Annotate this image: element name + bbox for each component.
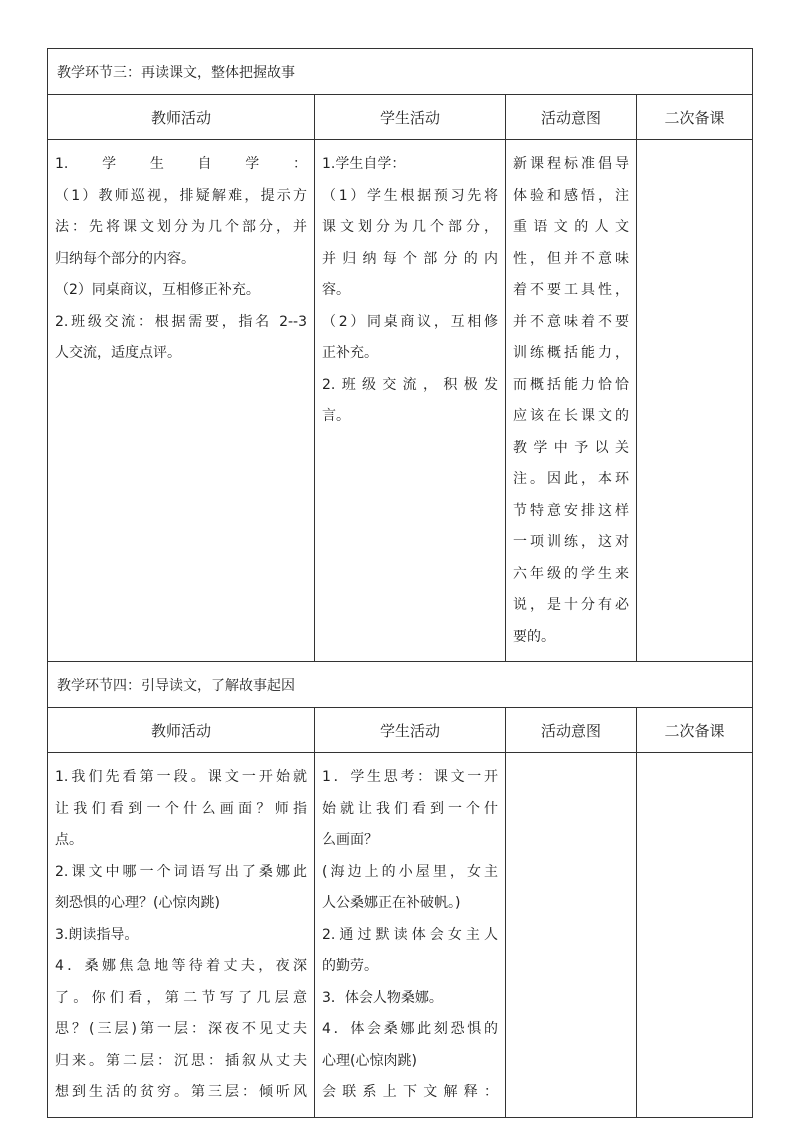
text-line: 思？(三层)第一层：深夜不见丈夫 [55, 1021, 307, 1037]
text-line: 点。 [55, 832, 83, 848]
text-line: 言。 [322, 408, 350, 424]
text-line: 并归纳每个部分的内 [322, 250, 498, 267]
text-line: 2.班级交流，积极发 [322, 376, 498, 393]
text-line: 正补充。 [322, 345, 378, 361]
text-line: 刻恐惧的心理？(心惊肉跳) [55, 895, 220, 911]
header-teacher-activity: 教师活动 [48, 708, 315, 753]
text-line: 归纳每个部分的内容。 [55, 250, 195, 267]
text-line: 1.学生自学： [55, 156, 307, 172]
text-line: 而概括能力恰恰 [513, 376, 629, 393]
text-line: 并不意味着不要 [513, 313, 629, 330]
text-line: 的勤劳。 [322, 958, 378, 974]
section-3-student-cell [315, 140, 506, 662]
text-line: 么画面？ [322, 832, 378, 848]
header-activity-intent: 活动意图 [506, 95, 637, 140]
text-line: 六年级的学生来 [513, 565, 629, 582]
text-line: 2.通过默读体会女主人 [322, 926, 498, 943]
text-line: 2.课文中哪一个词语写出了桑娜此 [55, 863, 307, 880]
header-student-activity: 学生活动 [315, 708, 506, 753]
text-line: 着不要工具性， [513, 282, 629, 298]
section-3-second-prep-cell [637, 140, 753, 662]
text-line: 体验和感悟，注 [513, 187, 629, 204]
text-line: 会联系上下文解释： [322, 1084, 498, 1100]
text-line: 1.学生自学： [322, 156, 406, 172]
text-line: 应该在长课文的 [513, 408, 629, 424]
section-4-intent-cell [506, 753, 637, 1118]
text-line: 4．体会桑娜此刻恐惧的 [322, 1021, 498, 1037]
header-activity-intent: 活动意图 [506, 708, 637, 753]
lesson-plan-table [47, 48, 753, 1118]
header-second-prep: 二次备课 [637, 708, 753, 753]
text-line: （2）同桌商议，互相修正补充。 [55, 282, 260, 298]
section-3-teacher-cell [48, 140, 315, 662]
text-line: 让我们看到一个什么画面？师指 [55, 800, 307, 817]
section-4-title-row [48, 662, 753, 708]
text-line: 始就让我们看到一个什 [322, 800, 498, 817]
section-4-student-cell [315, 753, 506, 1118]
section-4-second-prep-cell [637, 753, 753, 1118]
section-4-header-row [48, 708, 753, 753]
text-line: 训练概括能力， [513, 345, 629, 361]
text-line: 4．桑娜焦急地等待着丈夫，夜深 [55, 958, 307, 974]
text-line: 3.朗读指导。 [55, 926, 139, 943]
text-line: 想到生活的贫穷。第三层：倾听风 [55, 1084, 307, 1100]
text-line: 归来。第二层：沉思：插叙从丈夫 [55, 1052, 307, 1069]
section-4-title: 教学环节四：引导读文，了解故事起因 [48, 662, 753, 708]
text-line: 说，是十分有必 [513, 597, 629, 613]
section-3-title: 教学环节三：再读课文，整体把握故事 [48, 49, 753, 95]
text-line: 了。你们看，第二节写了几层意 [55, 989, 307, 1006]
text-line: 课文划分为几个部分， [322, 219, 498, 235]
text-line: 2.班级交流：根据需要，指名 2--3 [55, 313, 307, 330]
section-4-teacher-cell [48, 753, 315, 1118]
text-line: 节特意安排这样 [513, 502, 629, 519]
text-line: （2）同桌商议，互相修 [322, 313, 498, 330]
text-line: （1）教师巡视，排疑解难，提示方 [55, 187, 307, 204]
section-4-body-row [48, 753, 753, 1118]
header-second-prep: 二次备课 [637, 95, 753, 140]
text-line: 新课程标准倡导 [513, 156, 629, 172]
header-teacher-activity: 教师活动 [48, 95, 315, 140]
section-3-header-row [48, 95, 753, 140]
text-line: 心理(心惊肉跳) [322, 1052, 417, 1069]
text-line: (海边上的小屋里，女主 [322, 863, 498, 880]
text-line: 要的。 [513, 628, 555, 645]
text-line: 一项训练，这对 [513, 534, 629, 550]
text-line: 3．体会人物桑娜。 [322, 989, 443, 1006]
text-line: 注。因此，本环 [513, 471, 629, 487]
text-line: 重语文的人文 [513, 219, 629, 235]
section-3-intent-cell [506, 140, 637, 662]
text-line: 教学中予以关 [513, 439, 629, 456]
text-line: 1．学生思考：课文一开 [322, 769, 498, 785]
text-line: 性，但并不意味 [513, 250, 629, 267]
text-line: 人公桑娜正在补破帆。) [322, 895, 461, 911]
text-line: （1）学生根据预习先将 [322, 187, 498, 204]
text-line: 1.我们先看第一段。课文一开始就 [55, 769, 307, 785]
section-3-body-row [48, 140, 753, 662]
text-line: 人交流，适度点评。 [55, 345, 181, 361]
text-line: 法：先将课文划分为几个部分，并 [55, 219, 307, 235]
header-student-activity: 学生活动 [315, 95, 506, 140]
lesson-plan-sheet [47, 48, 752, 1118]
text-line: 容。 [322, 282, 350, 298]
section-3-title-row [48, 49, 753, 95]
